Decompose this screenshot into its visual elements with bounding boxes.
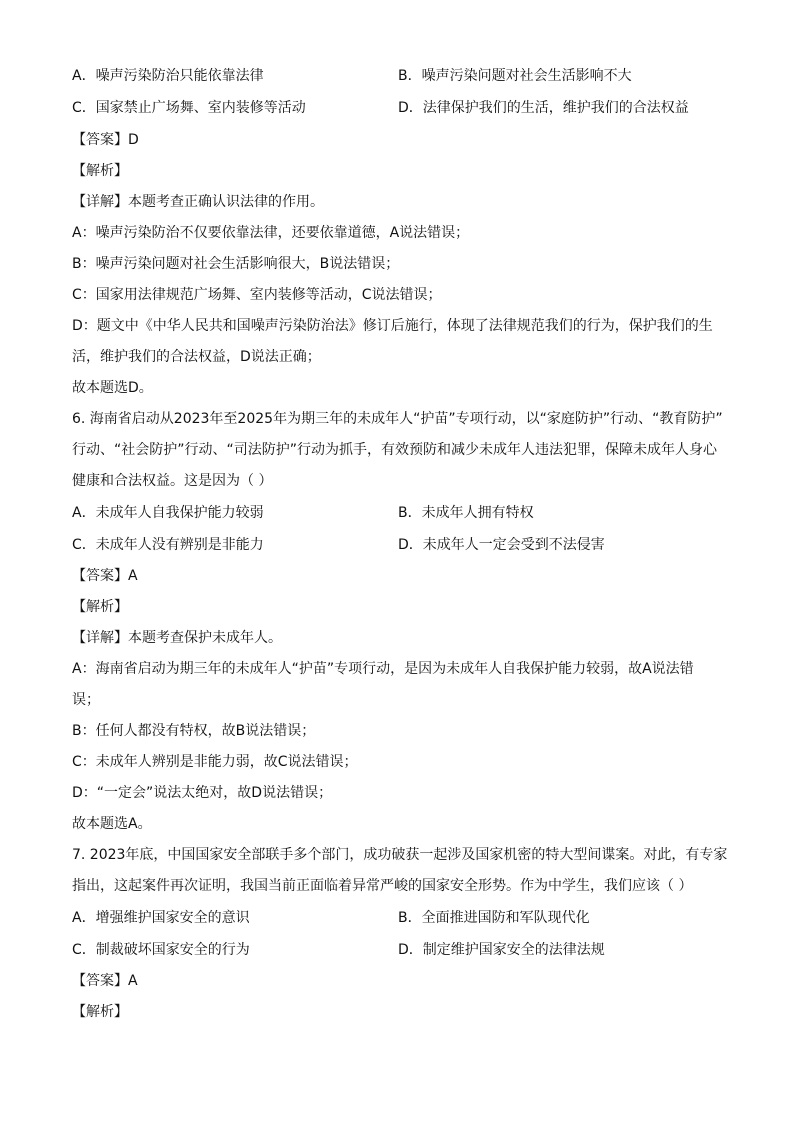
q7-stem-line2: 指出，这起案件再次证明，我国当前正面临着异常严峻的国家安全形势。作为中学生，我们应该（ ） bbox=[72, 878, 693, 894]
q6-stem-line3: 健康和合法权益。这是因为（ ） bbox=[72, 473, 273, 489]
q6-answer: 【答案】A bbox=[72, 568, 138, 584]
q6-analysis-heading: 【解析】 bbox=[72, 599, 128, 615]
q5-explanation-c: C：国家用法律规范广场舞、室内装修等活动，C说法错误； bbox=[72, 287, 442, 303]
q6-explanation-a-line1: A：海南省启动为期三年的未成年人“护苗”专项行动，是因为未成年人自我保护能力较弱，故A说法错 bbox=[72, 661, 694, 677]
q5-explanation-b: B：噪声污染问题对社会生活影响很大，B说法错误； bbox=[72, 256, 400, 272]
q6-detail: 【详解】本题考查保护未成年人。 bbox=[72, 630, 282, 646]
q7-answer: 【答案】A bbox=[72, 973, 138, 989]
q7-stem-line1: 7. 2023年底，中国国家安全部联手多个部门，成功破获一起涉及国家机密的特大型间谍案。对此，有专家 bbox=[72, 847, 728, 863]
q6-explanation-a-line2: 误； bbox=[72, 692, 100, 708]
q7-analysis-heading: 【解析】 bbox=[72, 1004, 128, 1020]
q5-explanation-d-line1: D：题文中《中华人民共和国噪声污染防治法》修订后施行，体现了法律规范我们的行为，保护我们的生 bbox=[72, 318, 713, 334]
q6-explanation-c: C：未成年人辨别是非能力弱，故C说法错误； bbox=[72, 754, 358, 770]
q5-explanation-a: A：噪声污染防治不仅要依靠法律，还要依靠道德，A说法错误； bbox=[72, 225, 470, 241]
q5-option-c: C．国家禁止广场舞、室内装修等活动 bbox=[72, 100, 306, 116]
q6-option-b: B．未成年人拥有特权 bbox=[398, 505, 534, 521]
q6-stem-line1: 6. 海南省启动从2023年至2025年为期三年的未成年人“护苗”专项行动，以“家庭防护”行动、“教育防护” bbox=[72, 411, 723, 427]
q5-conclusion: 故本题选D。 bbox=[72, 380, 153, 396]
q5-option-d: D．法律保护我们的生活，维护我们的合法权益 bbox=[398, 100, 689, 116]
q7-option-c: C．制裁破坏国家安全的行为 bbox=[72, 942, 250, 958]
q7-option-a: A．增强维护国家安全的意识 bbox=[72, 910, 250, 926]
q5-detail: 【详解】本题考查正确认识法律的作用。 bbox=[72, 194, 324, 210]
q6-option-a: A．未成年人自我保护能力较弱 bbox=[72, 505, 264, 521]
q5-option-b: B．噪声污染问题对社会生活影响不大 bbox=[398, 68, 632, 84]
q5-analysis-heading: 【解析】 bbox=[72, 163, 128, 179]
q6-stem-line2: 行动、“社会防护”行动、“司法防护”行动为抓手，有效预防和减少未成年人违法犯罪，保障未成年人身心 bbox=[72, 442, 718, 458]
q6-conclusion: 故本题选A。 bbox=[72, 816, 152, 832]
q6-option-d: D．未成年人一定会受到不法侵害 bbox=[398, 537, 605, 553]
q7-option-d: D．制定维护国家安全的法律法规 bbox=[398, 942, 605, 958]
q5-explanation-d-line2: 活，维护我们的合法权益，D说法正确； bbox=[72, 349, 321, 365]
q6-option-c: C．未成年人没有辨别是非能力 bbox=[72, 537, 264, 553]
q6-explanation-b: B：任何人都没有特权，故B说法错误； bbox=[72, 723, 316, 739]
q6-explanation-d: D：“一定会”说法太绝对，故D说法错误； bbox=[72, 785, 333, 801]
q5-option-a: A．噪声污染防治只能依靠法律 bbox=[72, 68, 264, 84]
q5-answer: 【答案】D bbox=[72, 132, 139, 148]
q7-option-b: B．全面推进国防和军队现代化 bbox=[398, 910, 590, 926]
